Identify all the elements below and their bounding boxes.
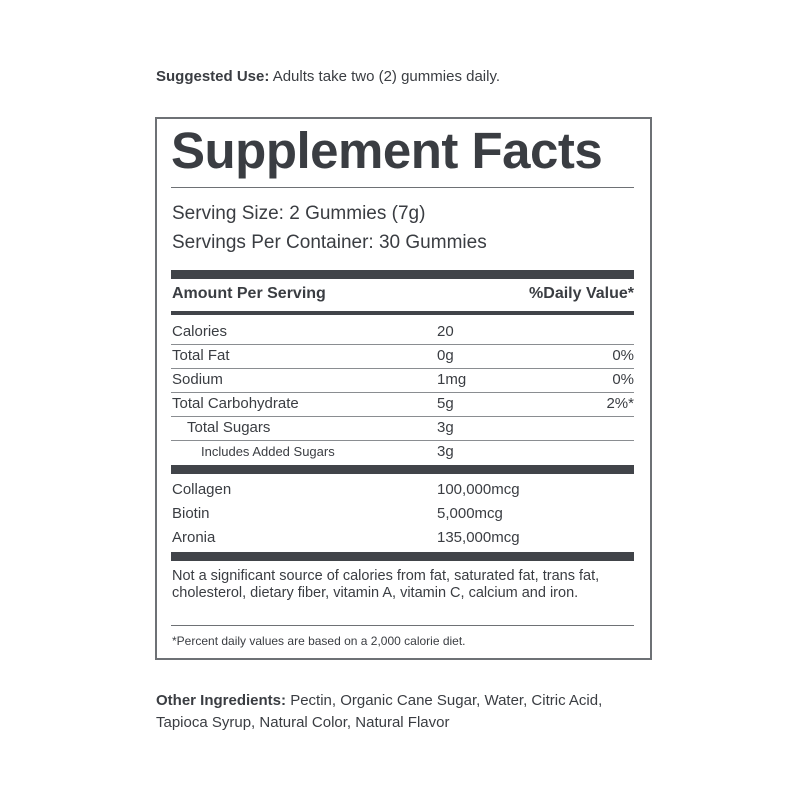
active-amount: 5,000mcg xyxy=(437,505,503,522)
nutrient-row-calories xyxy=(171,320,634,344)
nutrient-name: Total Fat xyxy=(172,347,230,364)
significance-note: Not a significant source of calories from fat, saturated fat, trans fat, cholesterol, dietary fiber, vitamin A, vitamin C, calcium and iron. xyxy=(172,568,600,601)
suggested-use-text: Adults take two (2) gummies daily. xyxy=(272,68,501,85)
nutrient-amount: 3g xyxy=(437,419,454,436)
nutrient-row-total-fat xyxy=(171,344,634,368)
nutrient-row-total-carbohydrate xyxy=(171,392,634,416)
active-row-aronia xyxy=(171,526,634,550)
active-name: Biotin xyxy=(172,505,210,522)
title-divider xyxy=(171,187,634,188)
active-row-collagen xyxy=(171,478,634,502)
nutrient-row-sodium xyxy=(171,368,634,392)
serving-divider xyxy=(171,270,634,279)
nutrient-row-total-sugars xyxy=(171,416,634,440)
other-ingredients-text: Pectin, Organic Cane Sugar, Water, Citric Acid, Tapioca Syrup, Natural Color, Natural Flavor xyxy=(156,692,603,731)
daily-value-header: %Daily Value* xyxy=(529,285,634,302)
nutrients-divider xyxy=(171,465,634,474)
note-divider xyxy=(171,625,634,626)
amount-per-serving-header: Amount Per Serving xyxy=(172,285,326,302)
panel-title: Supplement Facts xyxy=(171,122,603,179)
nutrient-name: Total Carbohydrate xyxy=(172,395,299,412)
nutrient-amount: 0g xyxy=(437,347,454,364)
nutrient-name: Total Sugars xyxy=(187,419,271,436)
nutrient-dv: 2%* xyxy=(606,395,634,412)
nutrient-dv: 0% xyxy=(612,347,634,364)
nutrient-name: Includes Added Sugars xyxy=(201,444,335,459)
nutrient-amount: 3g xyxy=(437,443,454,460)
nutrient-amount: 5g xyxy=(437,395,454,412)
active-row-biotin xyxy=(171,502,634,526)
other-ingredients xyxy=(156,690,656,734)
serving-size: Serving Size: 2 Gummies (7g) xyxy=(172,203,426,224)
active-amount: 100,000mcg xyxy=(437,481,520,498)
nutrient-amount: 1mg xyxy=(437,371,467,388)
suggested-use xyxy=(156,68,500,85)
daily-value-footnote: *Percent daily values are based on a 2,000 calorie diet. xyxy=(172,634,466,648)
nutrient-name: Sodium xyxy=(172,371,223,388)
suggested-use-label: Suggested Use: xyxy=(156,68,270,85)
other-ingredients-label: Other Ingredients: xyxy=(156,692,287,709)
servings-per-container: Servings Per Container: 30 Gummies xyxy=(172,232,487,253)
nutrient-name: Calories xyxy=(172,323,228,340)
nutrient-row-added-sugars xyxy=(171,440,634,464)
header-divider xyxy=(171,311,634,315)
active-name: Collagen xyxy=(172,481,232,498)
active-amount: 135,000mcg xyxy=(437,529,520,546)
nutrient-dv: 0% xyxy=(612,371,634,388)
nutrient-amount: 20 xyxy=(437,323,454,340)
supplement-facts-panel xyxy=(155,117,652,660)
active-name: Aronia xyxy=(172,529,216,546)
actives-divider xyxy=(171,552,634,561)
